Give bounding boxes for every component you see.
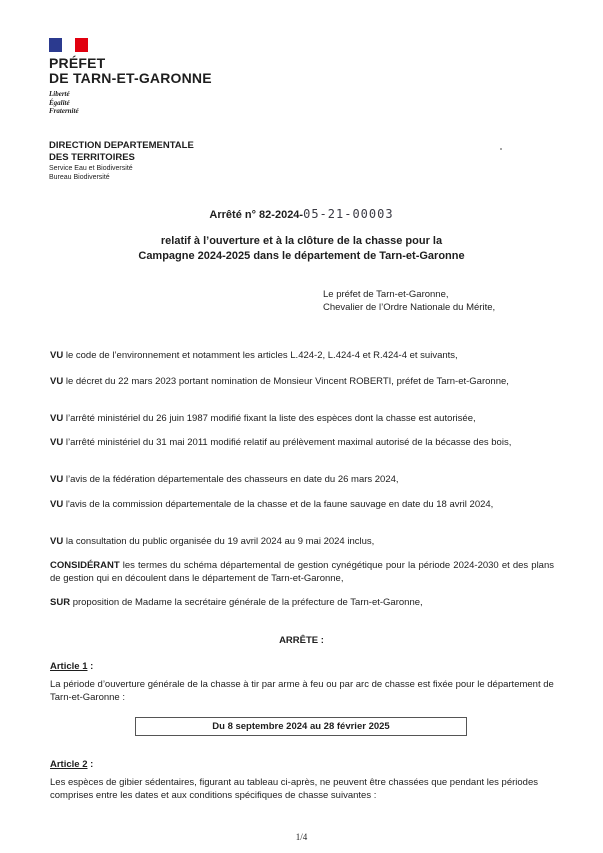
visa-paragraph — [50, 437, 554, 450]
republic-motto — [49, 90, 79, 116]
bureau-name: Bureau Biodiversité — [49, 174, 110, 181]
considerant-text: les termes du schéma départemental de gestion cynégétique pour la période 2024-2030 et des plans de gestion qui en découlent dans le département de Tarn-et-Garonne, — [50, 560, 554, 584]
marianne-flag-icon — [49, 38, 88, 52]
subject-line2: Campagne 2024-2025 dans le département de Tarn-et-Garonne — [138, 250, 465, 262]
prefet-line2: DE TARN-ET-GARONNE — [49, 70, 212, 86]
prefet-block — [49, 56, 212, 86]
motto-liberte: Liberté — [49, 90, 70, 98]
visa-text: l’arrêté ministériel du 26 juin 1987 modifié fixant la liste des espèces dont la chasse est autorisée, — [63, 413, 476, 424]
visa-text: le décret du 22 mars 2023 portant nomination de Monsieur Vincent ROBERTI, préfet de Tarn-et-Garonne, — [63, 376, 509, 387]
article1-title: Article 1 — [50, 661, 88, 672]
visa-keyword: VU — [50, 413, 64, 424]
motto-egalite: Égalité — [49, 98, 70, 107]
visa-keyword: VU — [50, 536, 64, 547]
sur-paragraph — [50, 597, 554, 610]
arrete-prefix: Arrêté n° 82-2024- — [209, 209, 304, 221]
article2-text: Les espèces de gibier sédentaires, figurant au tableau ci-après, ne peuvent être chassées que pendant les périodes comprises entre les dates et aux conditions spécifiques de chasse suivantes : — [50, 777, 538, 801]
direction-line1: DIRECTION DEPARTEMENTALE — [49, 140, 194, 151]
article1-colon: : — [87, 661, 94, 672]
visa-paragraph — [50, 413, 554, 426]
direction-block — [49, 140, 194, 164]
visa-keyword: VU — [50, 437, 64, 448]
visa-paragraph — [50, 350, 554, 363]
motto-fraternite: Fraternité — [49, 107, 79, 115]
article1-text: La période d’ouverture générale de la chasse à tir par arme à feu ou par arc de chasse est fixée pour le département de Tarn-et-Garonne : — [50, 679, 554, 703]
article1-heading — [50, 661, 93, 672]
visa-text: l'avis de la commission départementale de la chasse et de la faune sauvage en date du 18 avril 2024, — [63, 499, 494, 510]
direction-line2: DES TERRITOIRES — [49, 152, 135, 163]
visa-text: la consultation du public organisée du 19 avril 2024 au 9 mai 2024 inclus, — [63, 536, 375, 547]
visa-keyword: VU — [50, 474, 64, 485]
visa-text: l’avis de la fédération départementale des chasseurs en date du 26 mars 2024, — [63, 474, 399, 485]
considerant-keyword: CONSIDÉRANT — [50, 560, 120, 571]
arrete-handwritten-number: 05-21-00003 — [303, 207, 394, 221]
prefet-line1: PRÉFET — [49, 55, 106, 71]
signatory-line2: Chevalier de l’Ordre Nationale du Mérite, — [323, 301, 496, 313]
visa-keyword: VU — [50, 350, 64, 361]
article2-heading — [50, 759, 93, 770]
service-block — [49, 164, 133, 182]
visa-text: l’arrêté ministériel du 31 mai 2011 modifié relatif au prélèvement maximal autorisé de la bécasse des bois, — [63, 437, 512, 448]
service-name: Service Eau et Biodiversité — [49, 165, 133, 172]
scan-speck — [500, 148, 502, 150]
article1-period-box: Du 8 septembre 2024 au 28 février 2025 — [135, 717, 467, 736]
visa-text: le code de l’environnement et notamment les articles L.424-2, L.424-4 et R.424-4 et suivants, — [63, 350, 458, 361]
visa-paragraph — [50, 474, 554, 487]
signatory-line1: Le préfet de Tarn-et-Garonne, — [323, 289, 449, 300]
visa-keyword: VU — [50, 499, 64, 510]
signatory — [323, 289, 495, 314]
considerant-paragraph — [50, 560, 554, 585]
arrete-heading: ARRÊTE : — [279, 635, 324, 646]
visa-paragraph — [50, 536, 554, 549]
arrete-subject — [0, 234, 603, 264]
arrete-number — [0, 207, 603, 221]
article2-title: Article 2 — [50, 759, 88, 770]
subject-line1: relatif à l’ouverture et à la clôture de la chasse pour la — [160, 235, 443, 247]
page-number: 1/4 — [295, 832, 308, 842]
article2-colon: : — [87, 759, 94, 770]
visa-paragraph — [50, 499, 554, 512]
visa-keyword: VU — [50, 376, 64, 387]
sur-text: proposition de Madame la secrétaire générale de la préfecture de Tarn-et-Garonne, — [70, 597, 423, 608]
sur-keyword: SUR — [50, 597, 71, 608]
visa-paragraph — [50, 376, 554, 389]
